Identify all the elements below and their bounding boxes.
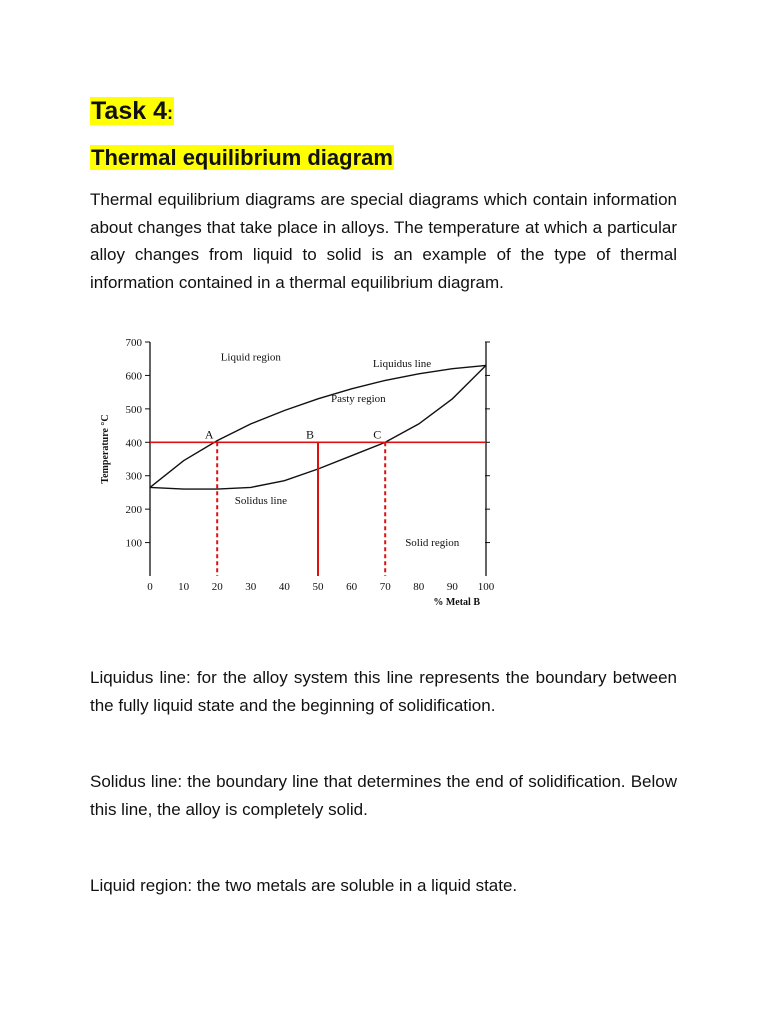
x-tick-label: 20	[211, 581, 223, 593]
diagram-svg	[90, 334, 510, 624]
region-label-liquid-region: Liquid region	[220, 351, 281, 364]
task-heading	[90, 94, 174, 130]
x-tick-label: 80	[413, 581, 425, 593]
y-tick-label: 600	[125, 370, 142, 383]
task-colon: :	[166, 103, 173, 123]
region-label-solid-region: Solid region	[405, 536, 460, 549]
x-tick-label: 90	[446, 581, 458, 593]
marker-label-c: C	[373, 427, 382, 442]
region-label-solidus-line: Solidus line	[234, 495, 288, 508]
x-tick-label: 100	[477, 581, 495, 593]
task-label: Task 4	[91, 97, 167, 125]
region-label-pasty-region: Pasty region	[330, 393, 386, 406]
y-tick-label: 200	[125, 504, 142, 517]
intro-paragraph: Thermal equilibrium diagrams are special diagrams which contain information about changes that take place in alloys. The temperature at which a particular alloy changes from liquid to solid is an example of the type of thermal information contained in a thermal equilibrium diagram.	[90, 190, 677, 292]
x-tick-label: 0	[147, 581, 153, 593]
y-tick-label: 300	[125, 470, 142, 483]
section-title: Thermal equilibrium diagram	[91, 145, 393, 170]
task-heading-highlight	[90, 97, 174, 125]
liquid-region-definition: Liquid region: the two metals are soluble in a liquid state.	[90, 876, 518, 895]
y-tick-label: 700	[125, 337, 142, 349]
solidus-definition: Solidus line: the boundary line that determines the end of solidification. Below this line, the alloy is completely solid.	[90, 772, 677, 819]
x-tick-label: 40	[278, 581, 290, 593]
x-tick-label: 10	[178, 581, 190, 593]
liquidus-definition: Liquidus line: for the alloy system this line represents the boundary between the fully liquid state and the beginning of solidification.	[90, 668, 677, 715]
y-tick-label: 500	[125, 403, 142, 416]
x-tick-label: 50	[312, 581, 324, 593]
section-heading	[90, 143, 394, 173]
y-tick-label: 100	[125, 537, 142, 550]
x-tick-label: 60	[346, 581, 358, 593]
y-axis-label: Temperature °C	[100, 414, 111, 484]
y-tick-label: 400	[125, 437, 142, 450]
x-tick-label: 70	[379, 581, 391, 593]
marker-label-b: B	[305, 427, 315, 442]
thermal-equilibrium-diagram	[90, 334, 510, 624]
region-label-liquidus-line: Liquidus line	[372, 358, 432, 371]
marker-label-a: A	[204, 427, 214, 442]
x-tick-label: 30	[245, 581, 257, 593]
x-axis-label: % Metal B	[433, 597, 480, 608]
